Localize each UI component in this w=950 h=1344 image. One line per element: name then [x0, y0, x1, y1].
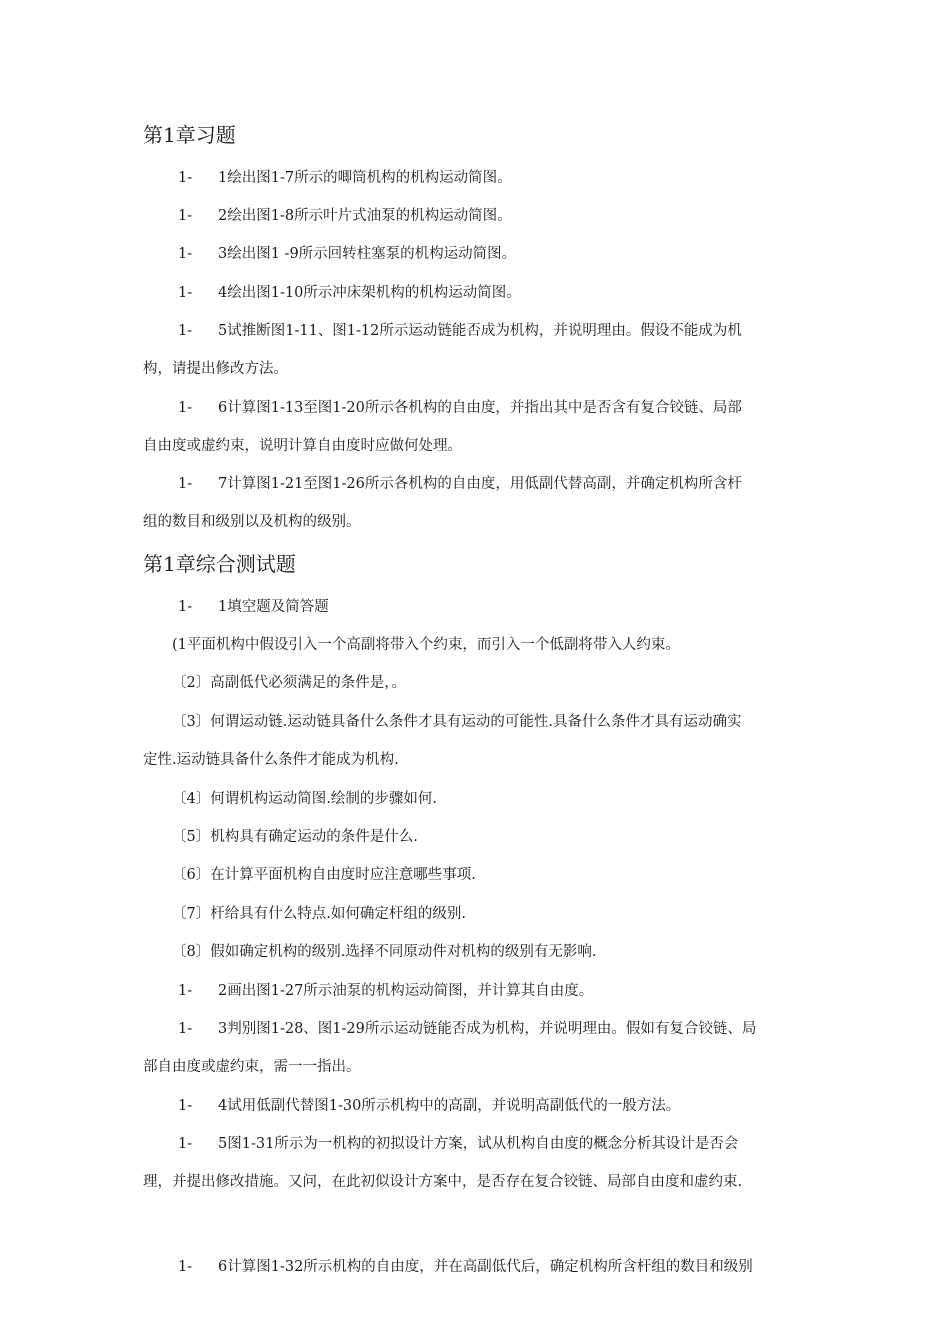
test-1-2	[178, 981, 593, 1001]
exercise-text: 4绘出图1-10所示冲床架机构的机构运动简图。	[218, 285, 521, 301]
test-prefix: 1-	[178, 1136, 193, 1152]
exercise-continuation: 自由度或虚约束，说明计算自由度时应做何处理。	[143, 438, 462, 454]
chapter-exercises-title: 第1章习题	[143, 123, 236, 147]
sub-question-3: 〔3〕何谓运动链.运动链具备什么条件才具有运动的可能性.具备什么条件才具有运动确实	[172, 714, 742, 730]
exercise-prefix: 1-	[178, 400, 193, 416]
test-continuation: 理，并提出修改措施。又问，在此初似设计方案中，是否存在复合铰链、局部自由度和虚约束.	[143, 1174, 743, 1190]
exercise-text: 3绘出图1 -9所示回转柱塞泵的机构运动简图。	[218, 246, 517, 262]
exercise-1-1	[178, 168, 512, 188]
test-text: 2画出图1-27所示油泵的机构运动简图，并计算其自由度。	[218, 983, 594, 999]
exercise-text: 1绘出图1-7所示的唧筒机构的机构运动简图。	[218, 170, 512, 186]
sub-question-4: 〔4〕何谓机构运动简图.绘制的步骤如何.	[172, 791, 437, 807]
exercise-prefix: 1-	[178, 208, 193, 224]
test-continuation: 部自由度或虚约束，需一一指出。	[143, 1059, 361, 1075]
exercise-continuation: 构，请提出修改方法。	[143, 361, 288, 377]
exercise-1-6	[178, 398, 742, 418]
exercise-text: 7计算图1-21至图1-26所示各机构的自由度，用低副代替高副，并确定机构所含杆	[218, 476, 742, 492]
sub-question-7: 〔7〕杆给具有什么特点.如何确定杆组的级别.	[172, 906, 466, 922]
test-text: 5图1-31所示为一机构的初拟设计方案，试从机构自由度的概念分析其设计是否会	[218, 1136, 739, 1152]
exercise-text: 5试推断图1-11、图1-12所示运动链能否成为机构，并说明理由。假设不能成为机	[218, 323, 742, 339]
exercise-prefix: 1-	[178, 323, 193, 339]
test-1-3	[178, 1019, 756, 1039]
test-prefix: 1-	[178, 1098, 193, 1114]
sub-question-2: 〔2〕高副低代必须满足的条件是，。	[172, 675, 406, 691]
exercise-prefix: 1-	[178, 246, 193, 262]
exercise-1-3	[178, 244, 516, 264]
comprehensive-test-title: 第1章综合测试题	[143, 552, 296, 576]
sub-question-8: 〔8〕假如确定机构的级别.选择不同原动件对机构的级别有无影响.	[172, 944, 597, 960]
exercise-prefix: 1-	[178, 285, 193, 301]
exercise-text: 6计算图1-13至图1-20所示各机构的自由度，并指出其中是否含有复合铰链、局部	[218, 400, 742, 416]
test-1-1	[178, 597, 329, 617]
test-1-6	[178, 1257, 753, 1277]
test-text: 3判别图1-28、图1-29所示运动链能否成为机构，并说明理由。假如有复合铰链、局	[218, 1021, 757, 1037]
exercise-1-4	[178, 283, 521, 303]
sub-question-6: 〔6〕在计算平面机构自由度时应注意哪些事项.	[172, 867, 476, 883]
exercise-1-7	[178, 474, 742, 494]
exercise-text: 2绘出图1-8所示叶片式油泵的机构运动简图。	[218, 208, 512, 224]
test-prefix: 1-	[178, 599, 193, 615]
test-1-4	[178, 1096, 680, 1116]
test-text: 6计算图1-32所示机构的自由度，并在高副低代后，确定机构所含杆组的数目和级别	[218, 1259, 753, 1275]
test-1-5	[178, 1134, 738, 1154]
exercise-prefix: 1-	[178, 476, 193, 492]
exercise-prefix: 1-	[178, 170, 193, 186]
sub-question-continuation: 定性.运动链具备什么条件才能成为机构.	[143, 752, 399, 768]
exercise-1-5	[178, 321, 742, 341]
test-text: 4试用低副代替图1-30所示机构中的高副，并说明高副低代的一般方法。	[218, 1098, 681, 1114]
exercise-1-2	[178, 206, 512, 226]
test-prefix: 1-	[178, 1021, 193, 1037]
sub-question-5: 〔5〕机构具有确定运动的条件是什么.	[172, 829, 418, 845]
test-prefix: 1-	[178, 1259, 193, 1275]
test-prefix: 1-	[178, 983, 193, 999]
sub-question-1: (1平面机构中假设引入一个高副将带入个约束，而引入一个低副将带入人约束。	[172, 637, 680, 653]
test-text: 1填空题及简答题	[218, 599, 329, 615]
exercise-continuation: 组的数目和级别以及机构的级别。	[143, 514, 361, 530]
